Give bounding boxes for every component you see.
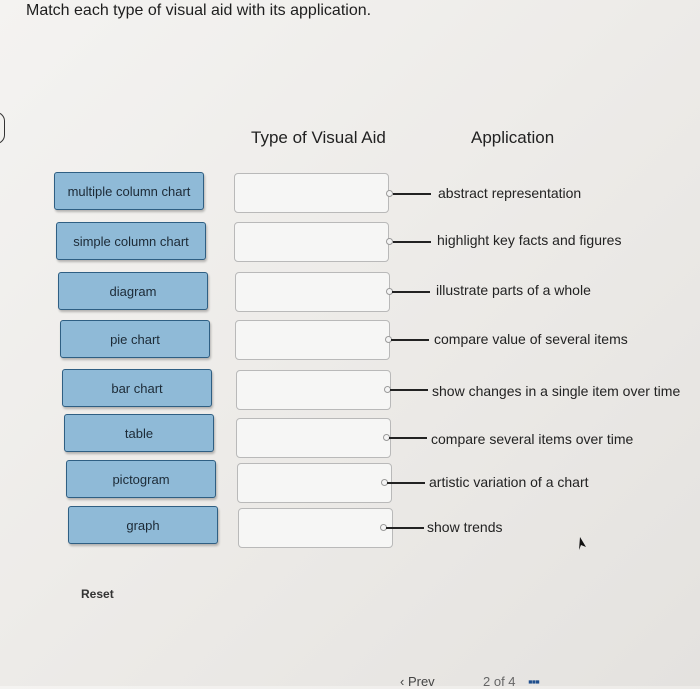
connector-line bbox=[389, 437, 427, 439]
application-label: artistic variation of a chart bbox=[429, 474, 589, 490]
chip-pie-chart[interactable]: pie chart bbox=[60, 320, 210, 358]
drop-zone-3[interactable] bbox=[235, 272, 390, 312]
drop-zone-1[interactable] bbox=[234, 173, 389, 213]
instruction-text: Match each type of visual aid with its application. bbox=[26, 2, 372, 19]
reset-button[interactable]: Reset bbox=[81, 587, 114, 601]
application-label: highlight key facts and figures bbox=[437, 232, 622, 248]
panel-edge bbox=[0, 112, 5, 144]
drop-zone-2[interactable] bbox=[234, 222, 389, 262]
connector-line bbox=[393, 241, 431, 243]
connector-line bbox=[387, 482, 425, 484]
connector-line bbox=[392, 291, 430, 293]
application-label: compare value of several items bbox=[434, 331, 628, 347]
mouse-cursor-icon bbox=[573, 537, 587, 551]
header-application: Application bbox=[471, 128, 555, 147]
application-label: compare several items over time bbox=[431, 431, 634, 447]
chip-table[interactable]: table bbox=[64, 414, 214, 452]
connector-line bbox=[390, 389, 428, 391]
drop-zone-7[interactable] bbox=[237, 463, 392, 503]
chip-diagram[interactable]: diagram bbox=[58, 272, 208, 310]
chip-simple-column-chart[interactable]: simple column chart bbox=[56, 222, 206, 260]
application-label: show changes in a single item over time bbox=[432, 383, 681, 399]
prev-button[interactable]: ‹ Prev bbox=[400, 674, 435, 689]
application-label: illustrate parts of a whole bbox=[436, 282, 591, 298]
chip-bar-chart[interactable]: bar chart bbox=[62, 369, 212, 407]
page-indicator: 2 of 4 bbox=[483, 674, 516, 689]
drop-zone-4[interactable] bbox=[235, 320, 390, 360]
connector-knob bbox=[386, 190, 393, 197]
drop-zone-5[interactable] bbox=[236, 370, 391, 410]
header-type-of-visual-aid: Type of Visual Aid bbox=[251, 128, 386, 147]
connector-knob bbox=[386, 238, 393, 245]
connector-line bbox=[391, 339, 429, 341]
grid-icon[interactable]: ▪▪▪ bbox=[528, 674, 539, 689]
chip-multiple-column-chart[interactable]: multiple column chart bbox=[54, 172, 204, 210]
chip-graph[interactable]: graph bbox=[68, 506, 218, 544]
drop-zone-6[interactable] bbox=[236, 418, 391, 458]
drop-zone-8[interactable] bbox=[238, 508, 393, 548]
connector-line bbox=[386, 527, 424, 529]
application-label: abstract representation bbox=[438, 185, 582, 201]
chip-pictogram[interactable]: pictogram bbox=[66, 460, 216, 498]
connector-line bbox=[393, 193, 431, 195]
application-label: show trends bbox=[427, 519, 503, 535]
